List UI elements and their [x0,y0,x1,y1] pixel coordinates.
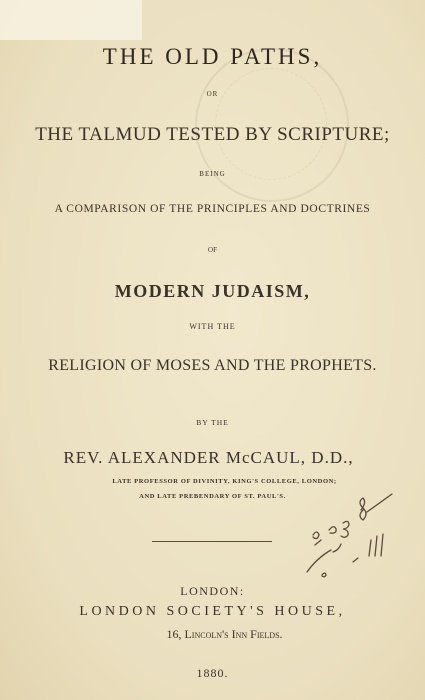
connector-being: BEING [199,170,226,178]
author-name: REV. ALEXANDER McCAUL, D.D., [63,448,354,467]
comparison-line: A COMPARISON OF THE PRINCIPLES AND DOCTRINES [54,203,371,215]
author-credentials-1: LATE PROFESSOR OF DIVINITY, KING'S COLLEGE, LONDON; [112,478,337,485]
main-title: THE OLD PATHS, [102,44,323,69]
connector-or: OR [206,90,219,98]
imprint-address [12,627,425,642]
imprint-publisher: LONDON SOCIETY'S HOUSE, [79,604,346,619]
subtitle: THE TALMUD TESTED BY SCRIPTURE; [35,124,390,145]
connector-with: WITH THE [189,322,236,331]
paper-label-patch [0,0,142,40]
imprint-address-text: 16, Lincoln's Inn Fields. [166,627,283,641]
author-credentials-2: AND LATE PREBENDARY OF ST. PAUL'S. [139,493,286,500]
connector-by: BY THE [196,418,229,427]
divider-rule [152,541,272,542]
modern-judaism-heading: MODERN JUDAISM, [114,281,311,301]
religion-line: RELIGION OF MOSES AND THE PROPHETS. [48,357,377,374]
connector-of: OF [208,246,217,254]
imprint-year: 1880. [196,666,229,680]
handwritten-annotation [285,490,395,590]
imprint-place: LONDON: [180,584,245,598]
